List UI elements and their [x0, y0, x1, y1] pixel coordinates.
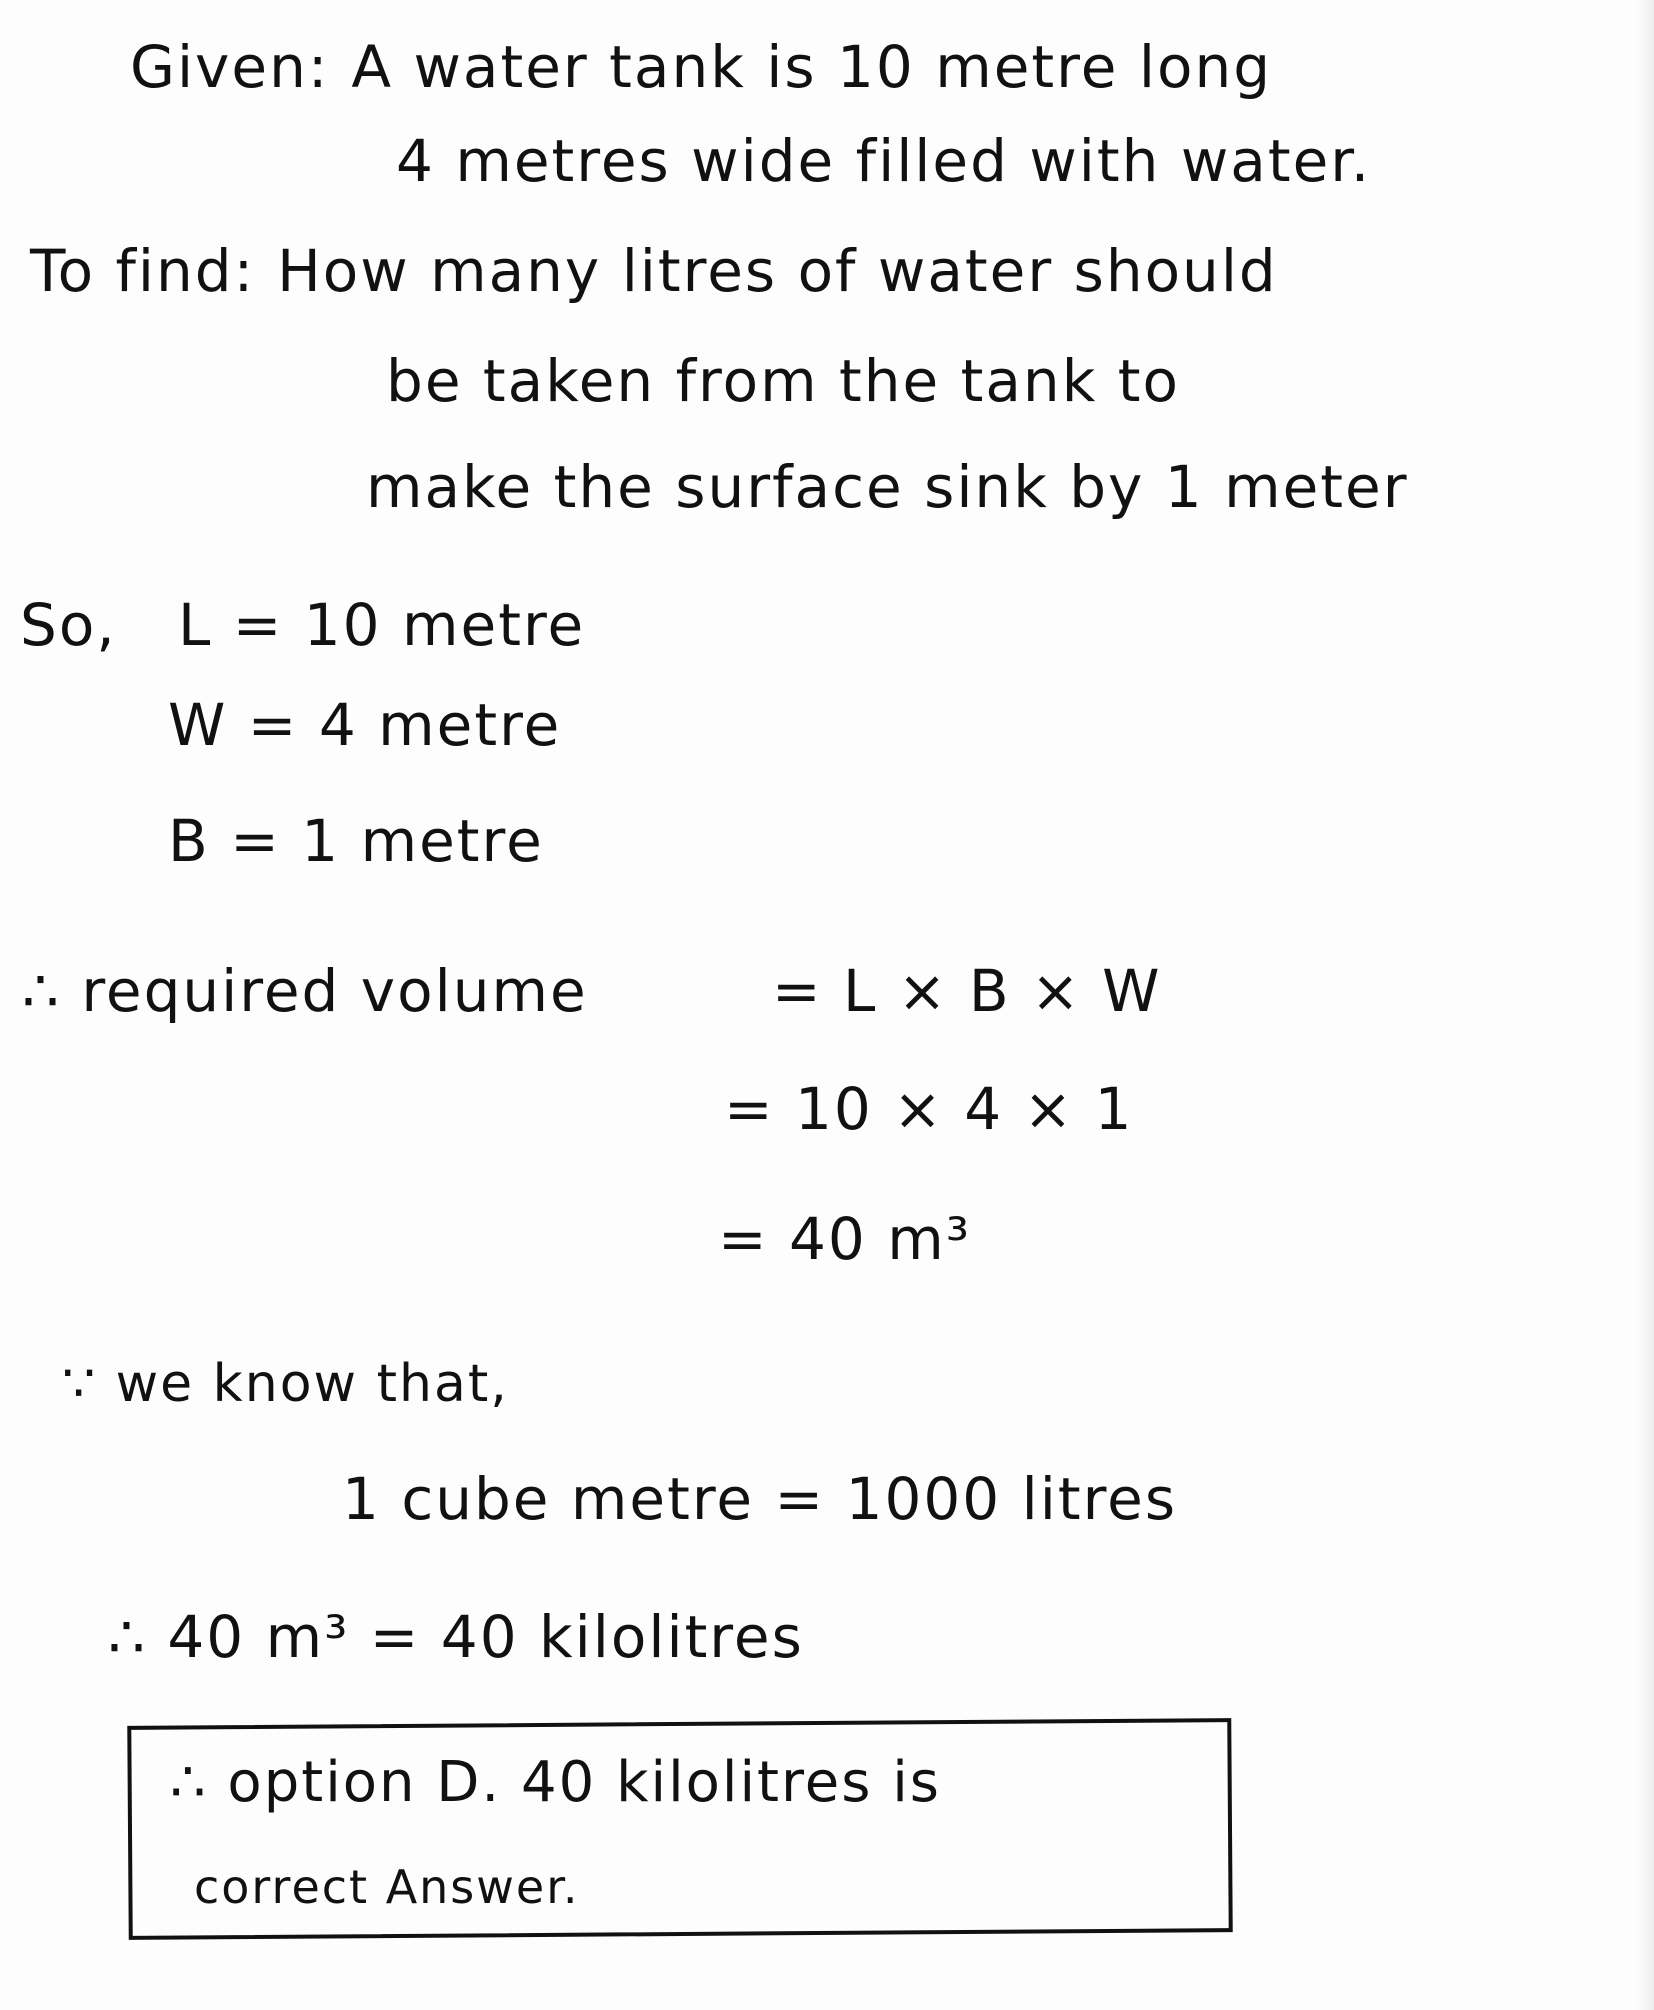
volume-step-1: = L × B × W — [772, 957, 1162, 1025]
answer-line-1: ∴ option D. 40 kilolitres is — [170, 1750, 941, 1815]
breadth-value: B = 1 metre — [168, 807, 544, 875]
volume-label: ∴ required volume — [22, 957, 588, 1025]
given-row — [130, 33, 1273, 101]
to-find-line-2: be taken from the tank to — [386, 347, 1180, 415]
to-find-line-1: How many litres of water should — [277, 237, 1278, 305]
to-find-line-3: make the surface sink by 1 meter — [366, 453, 1409, 521]
page-edge-shadow — [1636, 0, 1654, 2010]
values-intro: So, — [20, 591, 117, 659]
width-value: W = 4 metre — [168, 691, 562, 759]
given-label: Given: — [130, 33, 330, 101]
conversion-result: ∴ 40 m³ = 40 kilolitres — [108, 1603, 804, 1671]
volume-step-3: = 40 m³ — [718, 1205, 972, 1273]
volume-step-2: = 10 × 4 × 1 — [724, 1075, 1134, 1143]
answer-line-2: correct Answer. — [194, 1860, 580, 1914]
length-value: L = 10 metre — [178, 591, 586, 659]
conversion-intro: ∵ we know that, — [62, 1354, 509, 1414]
to-find-row — [30, 237, 1278, 305]
to-find-label: To find: — [30, 237, 256, 305]
conversion-fact: 1 cube metre = 1000 litres — [342, 1465, 1178, 1533]
given-line-1: A water tank is 10 metre long — [351, 33, 1273, 101]
given-line-2: 4 metres wide filled with water. — [396, 127, 1372, 195]
